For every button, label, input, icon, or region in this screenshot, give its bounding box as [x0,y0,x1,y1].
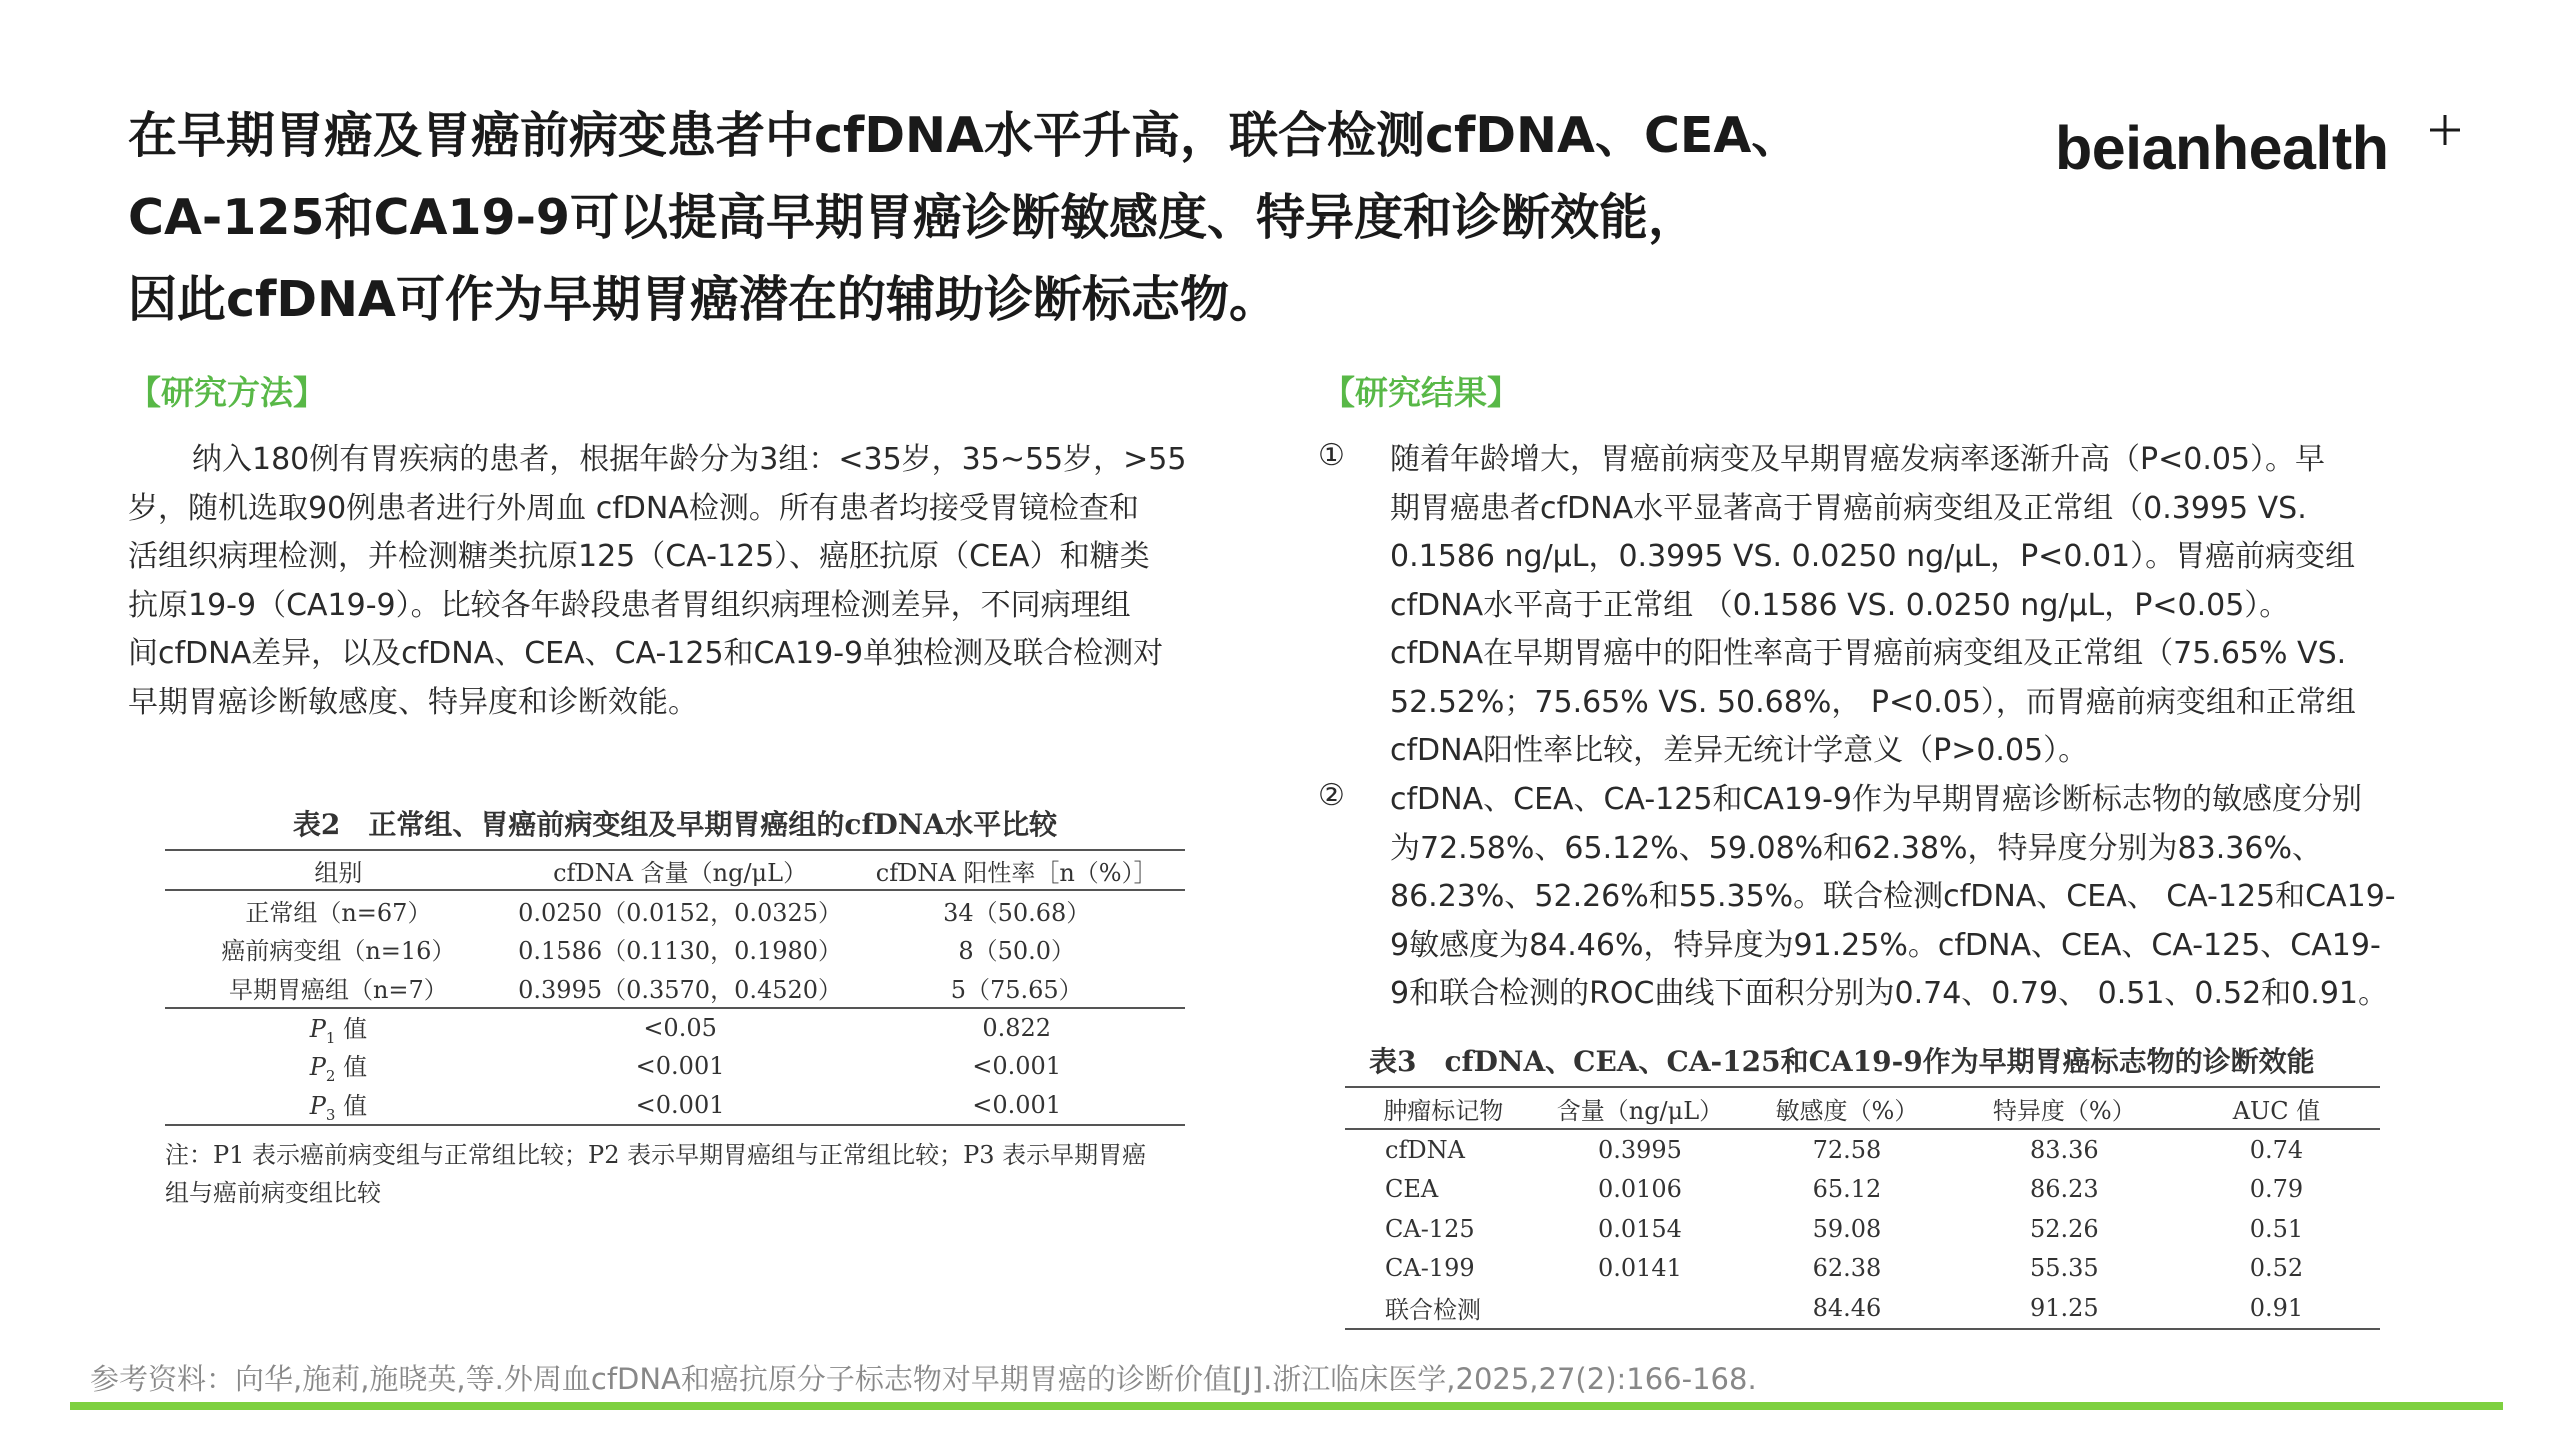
table-cell: 0.79 [2249,1175,2304,1204]
table-cell: 86.23 [2029,1175,2099,1204]
table-header-cell: 组别 [314,858,363,887]
result-line: cfDNA水平高于正常组 （0.1586 VS. 0.0250 ng/μL，P<0.05）。 [1390,587,2290,623]
p-symbol: P [309,1053,326,1082]
table-cell: 0.91 [2249,1293,2304,1322]
table-header-row [165,850,1185,890]
table-3-grid [1345,1086,2380,1330]
reference-citation: 参考资料：向华,施莉,施晓英,等.外周血cfDNA和癌抗原分子标志物对早期胃癌的诊断价值[J].浙江临床医学,2025,27(2):166-168. [90,1362,1757,1396]
table-row [165,1047,1185,1086]
table-cell: 65.12 [1812,1175,1882,1204]
table-row [1345,1249,2380,1289]
p-symbol: P [309,1091,326,1120]
result-line: 随着年龄增大，胃癌前病变及早期胃癌发病率逐渐升高（P<0.05）。早 [1390,442,2326,477]
table-cell: <0.001 [972,1052,1062,1081]
results-heading: 【研究结果】 [1322,373,1520,412]
table-cell: 0.52 [2249,1254,2304,1283]
table-cell: 84.46 [1812,1293,1882,1322]
table-row [165,1008,1185,1048]
p-subscript: 3 [325,1105,336,1124]
table-3-caption: 表3 cfDNA、CEA、CA-125和CA19-9作为早期胃癌标志物的诊断效能 [1369,1045,2315,1078]
table-3 [1345,1040,2380,1330]
table-cell: 83.36 [2029,1135,2099,1164]
table-cell: 0.0106 [1597,1175,1682,1204]
table-2-note-line: 注：P1 表示癌前病变组与正常组比较；P2 表示早期胃癌组与正常组比较；P3 表示早期胃癌 [165,1141,1147,1169]
table-cell: 0.1586（0.1130，0.1980） [518,937,843,966]
bottom-divider [70,1402,2503,1410]
sparkle-icon [2428,113,2462,147]
table-cell: <0.001 [635,1052,725,1081]
table-cell: 0.0154 [1597,1214,1682,1243]
p-label: 值 [343,1014,368,1043]
result-line: 9和联合检测的ROC曲线下面积分别为0.74、0.79、 0.51、0.52和0.91。 [1390,976,2389,1011]
result-line: cfDNA在早期胃癌中的阳性率高于胃癌前病变组及正常组（75.65% VS. [1390,636,2347,671]
result-1-paragraph [1390,436,2420,776]
result-2-paragraph [1390,776,2420,1019]
table-cell: 0.51 [2249,1214,2304,1243]
table-2-grid [165,849,1185,1126]
table-cell: 0.822 [982,1013,1052,1042]
table-header-cell: AUC 值 [2232,1096,2321,1125]
table-2 [165,803,1185,1212]
p-label: 值 [343,1091,368,1120]
table-cell [165,1086,512,1126]
table-cell: CEA [1385,1175,1439,1204]
result-line: cfDNA阳性率比较，差异无统计学意义（P>0.05）。 [1390,733,2089,768]
headline [128,95,1908,341]
methods-line: 岁，随机选取90例患者进行外周血 cfDNA检测。所有患者均接受胃镜检查和 [128,490,1139,526]
table-cell: 8（50.0） [958,937,1076,966]
table-cell: 0.3995（0.3570，0.4520） [518,975,843,1004]
result-line: 86.23%、52.26%和55.35%。联合检测cfDNA、CEA、 CA-125和CA19- [1390,879,2396,914]
table-cell: <0.001 [635,1090,725,1119]
table-cell: 0.3995 [1597,1135,1682,1164]
table-cell: CA-125 [1385,1214,1475,1243]
table-cell: 5（75.65） [950,975,1083,1004]
table-header-cell: cfDNA 阳性率［n（%）］ [875,858,1158,887]
p-symbol: P [309,1014,326,1043]
table-row [1345,1170,2380,1210]
table-row [165,890,1185,930]
table-header-cell: 特异度（%） [1992,1096,2136,1125]
methods-line: 活组织病理检测，并检测糖类抗原125（CA-125）、癌胚抗原（CEA）和糖类 [128,539,1150,574]
table-cell: <0.05 [643,1013,717,1042]
result-1-marker: ① [1318,438,1345,473]
table-cell: 59.08 [1812,1214,1882,1243]
p-subscript: 1 [325,1028,336,1047]
table-cell [165,1047,512,1086]
table-cell: 0.0141 [1597,1254,1682,1283]
table-cell: 91.25 [2029,1293,2099,1322]
headline-line-3: 因此cfDNA可作为早期胃癌潜在的辅助诊断标志物。 [128,271,1278,328]
result-line: 9敏感度为84.46%，特异度为91.25%。cfDNA、CEA、CA-125、CA19- [1390,927,2381,963]
table-header-cell: 肿瘤标记物 [1383,1096,1504,1125]
table-cell: 34（50.68） [943,898,1091,927]
table-cell [165,1008,512,1048]
result-line: 0.1586 ng/μL，0.3995 VS. 0.0250 ng/μL，P<0.01）。胃癌前病变组 [1390,539,2356,574]
methods-heading: 【研究方法】 [128,373,326,412]
table-row [1345,1129,2380,1170]
headline-line-1: 在早期胃癌及胃癌前病变患者中cfDNA水平升高，联合检测cfDNA、CEA、 [128,107,1801,164]
result-line: 52.52%；75.65% VS. 50.68%， P<0.05），而胃癌前病变组和正常组 [1390,684,2356,720]
methods-line: 间cfDNA差异，以及cfDNA、CEA、CA-125和CA19-9单独检测及联合检测对 [128,636,1164,671]
p-subscript: 2 [325,1067,336,1086]
methods-line: 纳入180例有胃疾病的患者，根据年龄分为3组：<35岁，35~55岁，>55 [192,442,1187,477]
result-line: 期胃癌患者cfDNA水平显著高于胃癌前病变组及正常组（0.3995 VS. [1390,490,2307,526]
brand-logo: beianhealth [2055,114,2389,182]
table-cell: 癌前病变组（n=16） [221,937,456,966]
table-cell: 72.58 [1812,1135,1882,1164]
table-header-cell: cfDNA 含量（ng/μL） [553,858,808,887]
table-cell: <0.001 [972,1090,1062,1119]
table-cell: CA-199 [1385,1254,1475,1283]
table-header-row [1345,1087,2380,1129]
table-row [165,968,1185,1008]
table-cell: 0.74 [2249,1135,2304,1164]
headline-line-2: CA-125和CA19-9可以提高早期胃癌诊断敏感度、特异度和诊断效能， [128,189,1698,246]
table-row [1345,1209,2380,1249]
methods-line: 早期胃癌诊断敏感度、特异度和诊断效能。 [128,684,698,720]
table-cell: cfDNA [1385,1135,1465,1164]
result-2-marker: ② [1318,778,1345,813]
table-cell: 联合检测 [1385,1296,1481,1325]
table-row [1345,1288,2380,1329]
result-line: 为72.58%、65.12%、59.08%和62.38%，特异度分别为83.36%、 [1390,830,2322,866]
table-cell: 55.35 [2029,1254,2099,1283]
p-label: 值 [343,1053,368,1082]
table-row [165,1086,1185,1126]
table-header-cell: 含量（ng/μL） [1556,1096,1724,1125]
table-cell: 早期胃癌组（n=7） [228,975,448,1004]
table-row [165,930,1185,969]
methods-paragraph [128,436,1228,727]
table-2-note-line: 组与癌前病变组比较 [165,1179,381,1207]
table-header-cell: 敏感度（%） [1775,1096,1919,1125]
table-cell [1542,1288,1739,1329]
table-cell: 52.26 [2029,1214,2099,1243]
table-cell: 62.38 [1812,1254,1882,1283]
result-line: cfDNA、CEA、CA-125和CA19-9作为早期胃癌诊断标志物的敏感度分别 [1390,782,2362,817]
table-2-note [165,1136,1185,1212]
table-cell: 0.0250（0.0152，0.0325） [518,898,843,927]
methods-line: 抗原19-9（CA19-9）。比较各年龄段患者胃组织病理检测差异，不同病理组 [128,587,1131,623]
table-2-caption: 表2 正常组、胃癌前病变组及早期胃癌组的cfDNA水平比较 [292,808,1058,841]
table-cell: 正常组（n=67） [245,898,432,927]
